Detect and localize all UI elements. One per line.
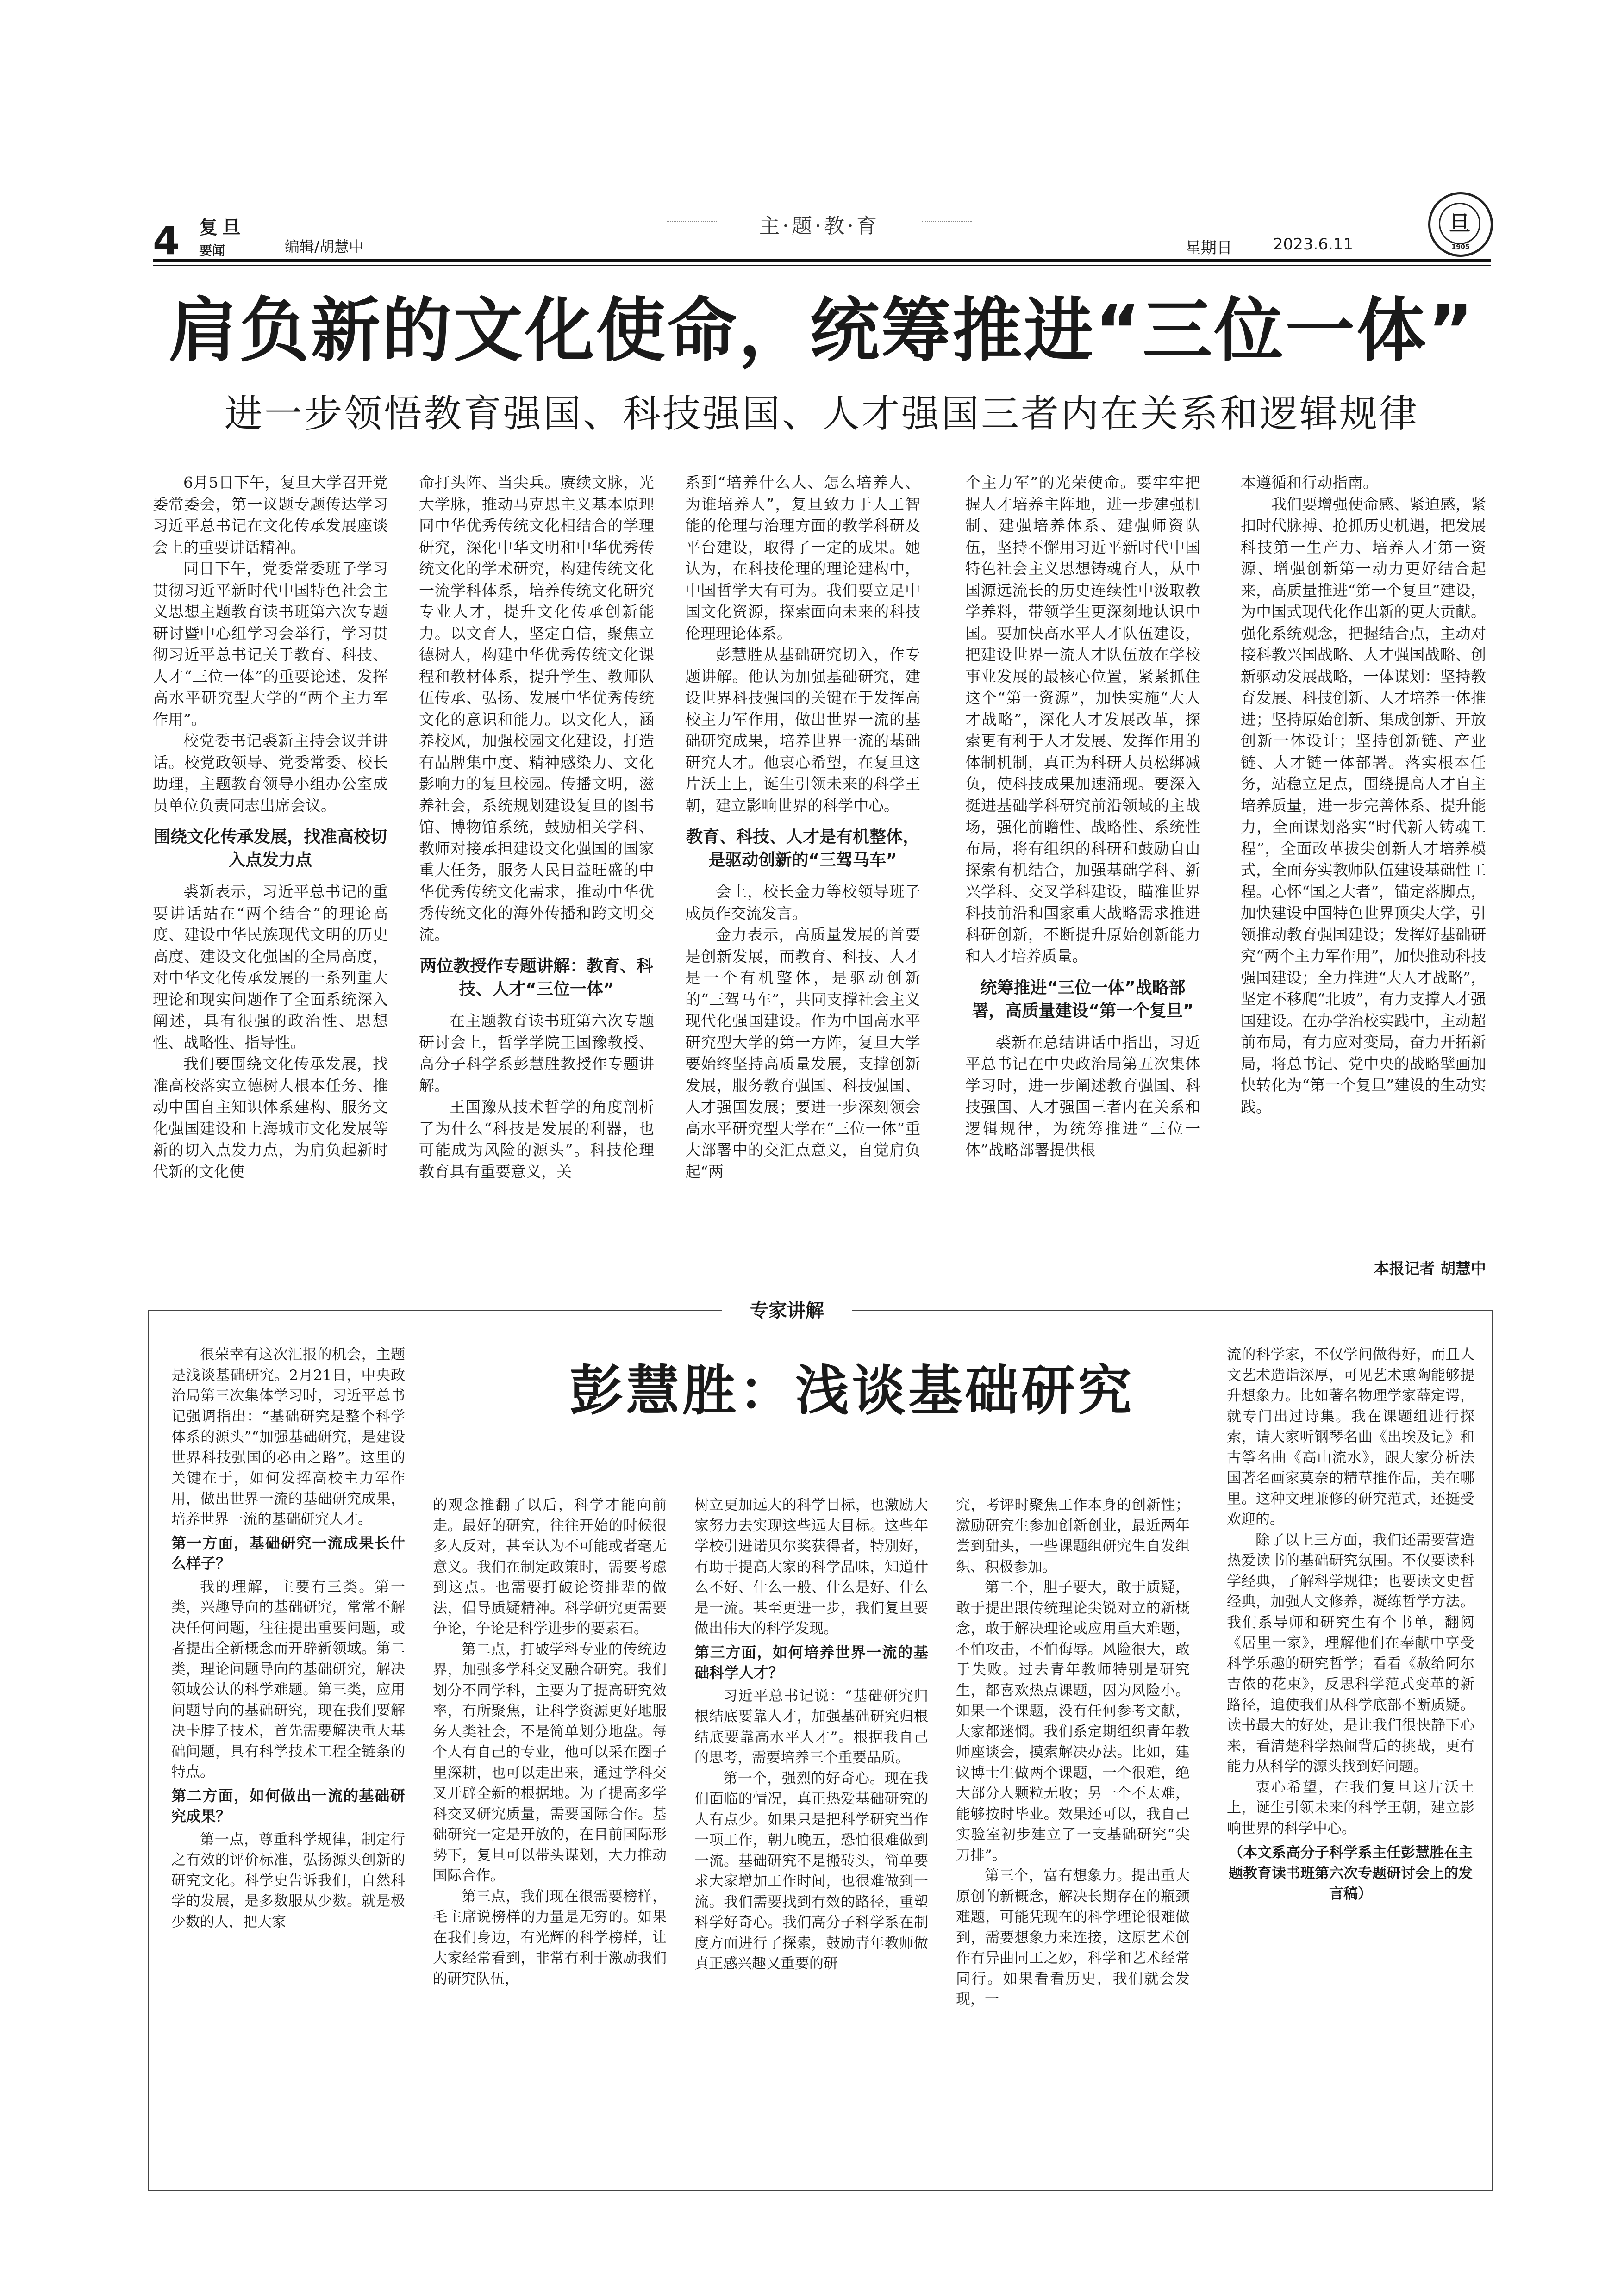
paragraph: 我们要围绕文化传承发展，找准高校落实立德树人根本任务、推动中国自主知识体系建构、服务文化强国建设和上海城市文化发展等新的切入点发力点，为肩负起新时代新的文化使	[153, 1055, 388, 1181]
masthead-rule-thin	[153, 265, 1491, 266]
paragraph: 树立更加远大的科学目标，也激励大家努力去实现这些远大目标。这些年学校引进诺贝尔奖获得者，特别好，有助于提高大家的科学品味，知道什么不好、什么一般、什么是好、什么是一流。甚至更进一步，我们复旦要做出伟大的科学发现。	[694, 1497, 928, 1637]
paragraph: 个主力军”的光荣使命。要牢牢把握人才培养主阵地，进一步建强机制、建强培养体系、建强师资队伍，坚持不懈用习近平新时代中国特色社会主义思想铸魂育人，从中国源远流长的历史连续性中汲取教学养料，带领学生更深刻地认识中国。要加快高水平人才队伍建设，把建设世界一流人才队伍放在学校事业发展的最核心位置，紧紧抓住这个“第一资源”，加快实施“大人才战略”，深化人才发展改革，探索更有利于人才发展、发挥作用的体制机制，真正为科研人员松绑减负，使科技成果加速涌现。要深入挺进基础学科研究前沿领域的主战场，强化前瞻性、战略性、系统性布局，将有组织的科研和鼓励自由探索有机结合，加强基础学科、新兴学科、交叉学科建设，瞄准世界科技前沿和国家重大战略需求推进科研创新，不断提升原始创新能力和人才培养质量。	[965, 473, 1200, 965]
section-heading: 教育、科技、人才是有机整体，是驱动创新的“三驾马车”	[686, 828, 919, 870]
article-column-2	[419, 472, 654, 1277]
paragraph: 本遵循和行动指南。	[1241, 473, 1378, 492]
editor-credit: 编辑/胡慧中	[285, 238, 364, 255]
expert-title: 彭慧胜：浅谈基础研究	[569, 1359, 1134, 1422]
seal-year: 1905	[1451, 243, 1470, 251]
paragraph: 系到“培养什么人、怎么培养人、为谁培养人”，复旦致力于人工智能的伦理与治理方面的教学科研及平台建设，取得了一定的成果。她认为，在科技伦理的理论建构中，中国哲学大有可为。我们要立足中国文化资源，探索面向未来的科技伦理理论体系。	[685, 473, 920, 642]
section-heading: 第三方面，如何培养世界一流的基础科学人才？	[694, 1643, 928, 1681]
expert-tab-label: 专家讲解	[722, 1296, 852, 1325]
paragraph: 第三个，富有想象力。提出重大原创的新概念，解决长期存在的瓶颈难题，可能凭现在的科学理论很难做到，需要想象力来连接，这原艺术创作有异曲同工之妙，科学和艺术经常同行。如果看看历史，我们就会发现，一	[956, 1867, 1190, 2008]
university-seal	[1428, 192, 1493, 257]
section-heading: 两位教授作专题讲解：教育、科技、人才“三位一体”	[419, 957, 653, 999]
paragraph: 究，考评时聚焦工作本身的创新性；激励研究生参加创新创业，最近两年尝到甜头，一些课题组研究生自发组织、积极参加。	[956, 1497, 1190, 1575]
section-heading: 第二方面，如何做出一流的基础研究成果？	[171, 1786, 405, 1825]
paragraph: 第二个，胆子要大，敢于质疑，敢于提出跟传统理论尖锐对立的新概念，敢于解决理论或应用重大难题，不怕攻击，不怕侮辱。风险很大，敢于失败。过去青年教师特别是研究生，都喜欢热点课题，因为风险小。如果一个课题，没有任何参考文献，大家都迷惘。我们系定期组织青年教师座谈会，摸索解决办法。比如，建议博士生做两个课题，一个很难，绝大部分人颗粒无收；另一个不太难，能够按时毕业。效果还可以，我自己实验室初步建立了一支基础研究“尖刀排”。	[956, 1579, 1190, 1864]
paragraph: 裘新表示，习近平总书记的重要讲话站在“两个结合”的理论高度、建设中华民族现代文明的历史高度、建设文化强国的全局高度，对中华文化传承发展的一系列重大理论和现实问题作了全面系统深入阐述，具有很强的政治性、思想性、战略性、指导性。	[153, 883, 388, 1052]
headline: 肩负新的文化使命，统筹推进“三位一体”	[168, 291, 1475, 371]
article-column-4	[965, 472, 1200, 1277]
paragraph: 流的科学家，不仅学问做得好，而且人文艺术造诣深厚，可见艺术熏陶能够提升想象力。比如著名物理学家薛定谔，就专门出过诗集。我在课题组进行探索，请大家听钢琴名曲《出埃及记》和古筝名曲《高山流水》，跟大家分析法国著名画家莫奈的精草推作品，美在哪里。这种文理兼修的研究范式，还挺受欢迎的。	[1227, 1346, 1474, 1528]
paragraph: 很荣幸有这次汇报的机会，主题是浅谈基础研究。2月21日，中央政治局第三次集体学习时，习近平总书记强调指出：“基础研究是整个科学体系的源头”“加强基础研究，是建设世界科技强国的必由之路”。这里的关键在于，如何发挥高校主力军作用，做出世界一流的基础研究成果，培养世界一流的基础研究人才。	[171, 1346, 405, 1528]
section-heading: 围绕文化传承发展，找准高校切入点发力点	[153, 828, 387, 870]
expert-column-2	[433, 1495, 667, 2178]
article-column-5	[1241, 472, 1486, 1254]
author-note: （本文系高分子科学系主任彭慧胜在主题教育读书班第六次专题研讨会上的发言稿）	[1229, 1844, 1473, 1902]
paragraph: 第一个，强烈的好奇心。现在我们面临的情况，真正热爱基础研究的人有点少。如果只是把科学研究当作一项工作，朝九晚五，恐怕很难做到一流。基础研究不是搬砖头，简单要求大家增加工作时间，也很难做到一流。我们需要找到有效的路径，重塑科学好奇心。我们高分子科学系在制度方面进行了探索，鼓励青年教师做真正感兴趣又重要的研	[694, 1770, 928, 1972]
expert-column-1	[171, 1344, 405, 2178]
paper-logo: 复旦	[199, 217, 245, 238]
paragraph: 金力表示，高质量发展的首要是创新发展，而教育、科技、人才是一个有机整体，是驱动创新的“三驾马车”，共同支撑社会主义现代化强国建设。作为中国高水平研究型大学的第一方阵，复旦大学要始终坚持高质量发展，支撑创新发展，服务教育强国、科技强国、人才强国发展；要进一步深刻领会高水平研究型大学在“三位一体”重大部署中的交汇点意义，自觉肩负起“两	[685, 926, 920, 1181]
paragraph: 除了以上三方面，我们还需要营造热爱读书的基础研究氛围。不仅要读科学经典，了解科学规律；也要读文史哲经典，加强人文修养，凝练哲学方法。我们系导师和研究生有个书单，翻阅《居里一家》，理解他们在奉献中享受科学乐趣的研究哲学；看看《赦给阿尔吉侬的花束》，反思科学范式变革的新路径，追使我们从科学底部不断质疑。读书最大的好处，是让我们很快静下心来，看清楚科学热闹背后的挑战，更有能力从科学的源头找到好问题。	[1227, 1531, 1474, 1775]
byline: 本报记者 胡慧中	[1374, 1259, 1486, 1277]
article-column-1	[153, 472, 388, 1277]
paragraph: 习近平总书记说：“基础研究归根结底要靠人才，加强基础研究归根结底要靠高水平人才”。根据我自己的思考，需要培养三个重要品质。	[694, 1687, 928, 1766]
paragraph: 在主题教育读书班第六次专题研讨会上，哲学学院王国豫教授、高分子科学系彭慧胜教授作专题讲解。	[419, 1012, 654, 1095]
expert-column-4	[956, 1495, 1190, 2178]
issue-date: 2023.6.11	[1273, 235, 1354, 254]
page-number: 4	[153, 218, 180, 263]
seal-emblem-icon: 旦	[1439, 203, 1480, 244]
paragraph: 我们要增强使命感、紧迫感，紧扣时代脉搏、抢抓历史机遇，把发展科技第一生产力、培养人才第一资源、增强创新第一动力更好结合起来，高质量推进“第一个复旦”建设，为中国式现代化作出新的更大贡献。强化系统观念，把握结合点，主动对接科教兴国战略、人才强国战略、创新驱动发展战略，一体谋划：坚持教育发展、科技创新、人才培养一体推进；坚持原始创新、集成创新、开放创新一体设计；坚持创新链、产业链、人才链一体部署。落实根本任务，站稳立足点，围绕提高人才自主培养质量，进一步完善体系、提升能力，全面谋划落实“时代新人铸魂工程”，全面改革拔尖创新人才培养模式，全面夯实教师队伍建设基础性工程。心怀“国之大者”，锚定落脚点，加快建设中国特色世界顶尖大学，引领推动教育强国建设；发挥好基础研究“两个主力军作用”，加快推动科技强国建设；全力推进“大人才战略”，坚定不移爬“北坡”，有力支撑人才强国建设。在办学治校实践中，主动超前布局，有力应对变局，奋力开拓新局，将总书记、党中央的战略擘画加快转化为“第一个复旦”建设的生动实践。	[1241, 495, 1486, 1116]
subheadline: 进一步领悟教育强国、科技强国、人才强国三者内在关系和逻辑规律	[224, 392, 1419, 436]
paragraph: 我的理解，主要有三类。第一类，兴趣导向的基础研究，常常不解决任何问题，往往提出重要问题，或者提出全新概念而开辟新领域。第二类，理论问题导向的基础研究，解决领域公认的科学难题。第三类，应用问题导向的基础研究，现在我们要解决卡脖子技术，首先需要解决重大基础问题，具有科学技术工程全链条的特点。	[171, 1578, 405, 1780]
paragraph: 同日下午，党委常委班子学习贯彻习近平新时代中国特色社会主义思想主题教育读书班第六次专题研讨暨中心组学习会举行，学习贯彻习近平总书记关于教育、科技、人才“三位一体”的重要论述，发挥高水平研究型大学的“两个主力军作用”。	[153, 560, 388, 728]
theme-label: 主·题·教·育	[718, 209, 921, 239]
paragraph: 彭慧胜从基础研究切入，作专题讲解。他认为加强基础研究，建设世界科技强国的关键在于发挥高校主力军作用，做出世界一流的基础研究成果，培养世界一流的基础研究人才。他衷心希望，在复旦这片沃土上，诞生引领未来的科学王朝，建立影响世界的科学中心。	[685, 646, 920, 815]
expert-column-3	[694, 1495, 928, 2178]
paragraph: 王国豫从技术哲学的角度剖析了为什么“科技是发展的利器，也可能成为风险的源头”。科技伦理教育具有重要意义，关	[419, 1098, 654, 1181]
section-heading: 统筹推进“三位一体”战略部署，高质量建设“第一个复旦”	[972, 978, 1194, 1020]
paragraph: 裘新在总结讲话中指出，习近平总书记在中央政治局第五次集体学习时，进一步阐述教育强国、科技强国、人才强国三者内在关系和逻辑规律，为统筹推进“三位一体”战略部署提供根	[965, 1033, 1200, 1159]
paragraph: 的观念推翻了以后，科学才能向前走。最好的研究，往往开始的时候很多人反对，甚至认为不可能或者毫无意义。我们在制定政策时，需要考虑到这点。也需要打破论资排辈的做法，倡导质疑精神。科学研究更需要争论，争论是科学进步的要素石。	[433, 1497, 667, 1637]
paragraph: 第二点，打破学科专业的传统边界，加强多学科交叉融合研究。我们划分不同学科，主要为了提高研究效率，有所聚焦，让科学资源更好地服务人类社会，不是简单划分地盘。每个人有自己的专业，他可以采在圈子里深耕，也可以走出来，通过学科交叉开辟全新的根据地。为了提高多学科交叉研究质量，需要国际合作。基础研究一定是开放的，在目前国际形势下，复旦可以带头谋划，大力推动国际合作。	[433, 1641, 667, 1884]
article-column-3	[685, 472, 920, 1277]
paragraph: 第三点，我们现在很需要榜样，毛主席说榜样的力量是无穷的。如果在我们身边，有光辉的科学榜样，让大家经常看到，非常有利于激励我们的研究队伍，	[433, 1888, 667, 1987]
expert-column-5	[1227, 1344, 1474, 2178]
paragraph: 第一点，尊重科学规律，制定行之有效的评价标准，弘扬源头创新的研究文化。科学史告诉我们，自然科学的发展，是多数服从少数。就是极少数的人，把大家	[171, 1831, 405, 1930]
masthead-rule	[153, 259, 1491, 262]
paragraph: 命打头阵、当尖兵。赓续文脉，光大学脉，推动马克思主义基本原理同中华优秀传统文化相结合的学理研究，深化中华文明和中华优秀传统文化的学术研究，构建传统文化一流学科体系，培养传统文化研究专业人才，提升文化传承创新能力。以文育人，坚定自信，聚焦立德树人，构建中华优秀传统文化课程和教材体系，提升学生、教师队伍传承、弘扬、发展中华优秀传统文化的意识和能力。以文化人，涵养校风，加强校园文化建设，打造有品牌集中度、精神感染力、文化影响力的复旦校园。传播文明，滋养社会，系统规划建设复旦的图书馆、博物馆系统，鼓励相关学科、教师对接承担建设文化强国的国家重大任务，服务人民日益旺盛的中华优秀传统文化需求，推动中华优秀传统文化的海外传播和跨文明交流。	[419, 473, 654, 944]
section-label: 要闻	[199, 243, 225, 258]
paragraph: 衷心希望，在我们复旦这片沃土上，诞生引领未来的科学王朝，建立影响世界的科学中心。	[1227, 1779, 1474, 1837]
paragraph: 校党委书记裘新主持会议并讲话。校党政领导、党委常委、校长助理，主题教育领导小组办公室成员单位负责同志出席会议。	[153, 732, 388, 815]
section-heading: 第一方面，基础研究一流成果长什么样子？	[171, 1534, 405, 1572]
weekday: 星期日	[1185, 239, 1232, 257]
paragraph: 6月5日下午，复旦大学召开党委常委会，第一议题专题传达学习习近平总书记在文化传承发展座谈会上的重要讲话精神。	[153, 473, 388, 556]
paragraph: 会上，校长金力等校领导班子成员作交流发言。	[685, 883, 920, 922]
